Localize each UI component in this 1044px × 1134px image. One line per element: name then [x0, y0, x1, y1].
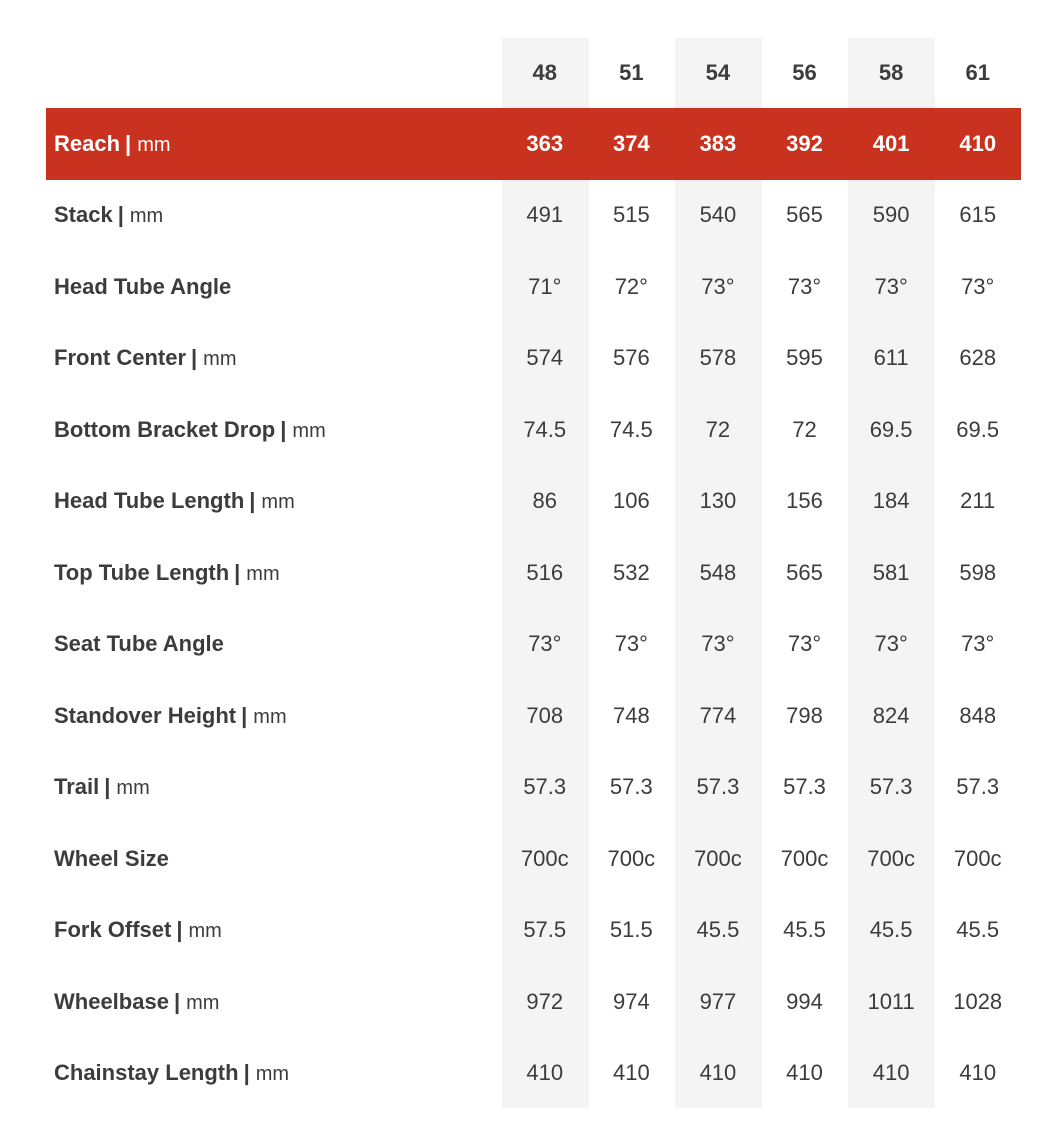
value-cell: 1028 — [953, 988, 1003, 1014]
value-cell: 994 — [786, 988, 823, 1014]
geometry-row — [46, 180, 1021, 252]
geometry-row — [46, 609, 1021, 681]
value-cell: 548 — [699, 559, 737, 585]
geometry-row — [46, 537, 1021, 609]
geometry-row — [46, 394, 1021, 466]
row-label-separator: | — [176, 917, 183, 943]
value-cell: 45.5 — [783, 917, 826, 943]
value-cell: 73° — [787, 273, 822, 299]
value-cell: 86 — [532, 488, 557, 514]
value-cell: 130 — [699, 488, 737, 514]
geometry-table — [46, 38, 1021, 1109]
row-label-separator: | — [191, 345, 198, 371]
row-values — [501, 917, 1021, 943]
value-cell: 748 — [612, 702, 650, 728]
value-cell: 73° — [528, 631, 562, 657]
value-cell: 708 — [526, 702, 564, 728]
row-values — [501, 345, 1021, 371]
row-label-name: Bottom Bracket Drop — [54, 416, 276, 442]
value-cell: 977 — [699, 988, 737, 1014]
value-cell: 57.3 — [869, 774, 913, 800]
geometry-row — [46, 680, 1021, 752]
geometry-row — [46, 752, 1021, 824]
row-label — [46, 345, 501, 371]
value-cell: 1011 — [867, 988, 915, 1014]
value-cell: 700c — [867, 845, 915, 871]
size-header: 58 — [878, 60, 904, 85]
value-cell: 74.5 — [523, 416, 567, 442]
row-label-name: Trail — [54, 774, 100, 800]
value-cell: 73° — [701, 273, 735, 299]
value-cell: 595 — [786, 345, 823, 371]
geometry-row — [46, 966, 1021, 1038]
value-cell: 57.3 — [696, 774, 740, 800]
row-label-unit: mm — [186, 991, 220, 1014]
value-cell: 73° — [961, 631, 995, 657]
value-cell: 72 — [705, 416, 731, 442]
row-label-unit: mm — [253, 705, 287, 728]
size-header: 56 — [792, 60, 817, 85]
value-cell: 392 — [786, 130, 823, 156]
row-label-unit: mm — [255, 1063, 290, 1086]
value-cell: 974 — [612, 988, 650, 1014]
row-label-name: Reach — [54, 130, 121, 156]
row-label-name: Wheel Size — [54, 845, 169, 871]
row-label-name: Wheelbase — [54, 988, 169, 1014]
geometry-rows — [46, 108, 1021, 1109]
row-label — [46, 1060, 501, 1086]
value-cell: 700c — [780, 845, 829, 871]
value-cell: 540 — [699, 202, 737, 228]
value-cell: 410 — [612, 1060, 650, 1086]
value-cell: 363 — [526, 130, 564, 156]
row-label-unit: mm — [203, 348, 237, 371]
value-cell: 700c — [520, 845, 569, 871]
value-cell: 581 — [872, 559, 910, 585]
value-cell: 73° — [874, 273, 908, 299]
row-values — [501, 1060, 1021, 1086]
value-cell: 700c — [607, 845, 656, 871]
row-label-separator: | — [280, 416, 287, 442]
value-cell: 410 — [526, 1060, 564, 1086]
size-header: 54 — [705, 60, 731, 85]
row-label-unit: mm — [292, 419, 326, 442]
row-label-unit: mm — [246, 562, 280, 585]
row-label — [46, 131, 501, 157]
value-cell: 848 — [959, 702, 997, 728]
value-cell: 74.5 — [609, 416, 653, 442]
value-cell: 57.3 — [783, 774, 826, 800]
value-cell: 515 — [612, 202, 650, 228]
geometry-row — [46, 823, 1021, 895]
value-cell: 57.3 — [523, 774, 567, 800]
geometry-row — [46, 1038, 1021, 1110]
row-label-separator: | — [104, 774, 111, 800]
size-header: 61 — [965, 60, 990, 85]
geometry-row — [46, 108, 1021, 180]
row-label-separator: | — [117, 202, 124, 228]
row-label-name: Head Tube Length — [54, 488, 245, 514]
value-cell: 565 — [786, 559, 823, 585]
row-label-name: Top Tube Length — [54, 559, 230, 585]
geometry-row — [46, 323, 1021, 395]
row-label-separator: | — [243, 1060, 250, 1086]
row-values — [501, 202, 1021, 228]
row-label — [46, 274, 501, 300]
value-cell: 73° — [701, 631, 735, 657]
row-label-unit: mm — [261, 491, 295, 514]
row-label-separator: | — [249, 488, 256, 514]
value-cell: 57.3 — [956, 774, 1000, 800]
value-cell: 611 — [873, 345, 909, 371]
row-label — [46, 417, 501, 443]
row-values — [501, 989, 1021, 1015]
value-cell: 410 — [786, 1060, 823, 1086]
row-label — [46, 488, 501, 514]
value-cell: 410 — [959, 1060, 997, 1086]
row-values — [501, 846, 1021, 872]
row-label — [46, 202, 501, 228]
row-label — [46, 703, 501, 729]
row-label-unit: mm — [188, 920, 222, 943]
geometry-row — [46, 466, 1021, 538]
value-cell: 798 — [786, 702, 823, 728]
row-label — [46, 917, 501, 943]
row-label-separator: | — [125, 130, 132, 156]
row-label-name: Standover Height — [54, 702, 237, 728]
value-cell: 615 — [959, 202, 997, 228]
row-label-unit: mm — [137, 133, 171, 156]
value-cell: 57.5 — [523, 917, 567, 943]
row-label-separator: | — [173, 988, 181, 1014]
value-cell: 972 — [526, 988, 564, 1014]
row-label-name: Front Center — [54, 345, 186, 371]
row-label — [46, 846, 501, 872]
value-cell: 491 — [526, 202, 564, 228]
row-values — [501, 131, 1021, 157]
value-cell: 374 — [612, 130, 650, 156]
row-label — [46, 631, 501, 657]
value-cell: 156 — [786, 488, 823, 514]
value-cell: 565 — [786, 202, 823, 228]
size-header-cells — [501, 60, 1021, 86]
value-cell: 576 — [612, 345, 650, 371]
value-cell: 578 — [699, 345, 737, 371]
geometry-row — [46, 895, 1021, 967]
value-cell: 211 — [960, 488, 996, 514]
row-label — [46, 560, 501, 586]
row-values — [501, 631, 1021, 657]
value-cell: 598 — [959, 559, 997, 585]
value-cell: 700c — [694, 845, 742, 871]
row-values — [501, 274, 1021, 300]
value-cell: 410 — [699, 1060, 737, 1086]
row-label-name: Seat Tube Angle — [54, 631, 224, 657]
value-cell: 72 — [792, 416, 817, 442]
row-label-separator: | — [241, 702, 248, 728]
value-cell: 700c — [953, 845, 1002, 871]
value-cell: 590 — [872, 202, 910, 228]
geometry-row — [46, 251, 1021, 323]
value-cell: 57.3 — [609, 774, 653, 800]
value-cell: 383 — [699, 130, 737, 156]
value-cell: 69.5 — [869, 416, 913, 442]
value-cell: 106 — [612, 488, 650, 514]
row-values — [501, 417, 1021, 443]
value-cell: 45.5 — [956, 917, 1000, 943]
value-cell: 410 — [872, 1060, 910, 1086]
row-label-name: Stack — [54, 202, 113, 228]
value-cell: 401 — [872, 130, 910, 156]
size-header: 51 — [619, 60, 644, 85]
value-cell: 73° — [614, 631, 648, 657]
row-label-name: Chainstay Length — [54, 1060, 239, 1086]
value-cell: 574 — [526, 345, 564, 371]
row-label-unit: mm — [116, 777, 150, 800]
row-values — [501, 488, 1021, 514]
row-label — [46, 989, 501, 1015]
row-values — [501, 703, 1021, 729]
value-cell: 73° — [961, 273, 995, 299]
value-cell: 516 — [526, 559, 564, 585]
size-header: 48 — [532, 60, 557, 85]
value-cell: 824 — [872, 702, 910, 728]
value-cell: 532 — [612, 559, 650, 585]
value-cell: 51.5 — [609, 917, 653, 943]
value-cell: 72° — [614, 273, 648, 299]
row-label-name: Head Tube Angle — [54, 273, 232, 299]
value-cell: 73° — [787, 631, 822, 657]
value-cell: 184 — [872, 488, 910, 514]
size-header-row — [46, 38, 1021, 108]
row-values — [501, 560, 1021, 586]
value-cell: 73° — [874, 631, 908, 657]
row-label-unit: mm — [129, 205, 164, 228]
value-cell: 45.5 — [869, 917, 913, 943]
row-label — [46, 774, 501, 800]
value-cell: 45.5 — [696, 917, 740, 943]
row-values — [501, 774, 1021, 800]
row-label-separator: | — [234, 559, 241, 585]
value-cell: 410 — [959, 130, 997, 156]
row-label-name: Fork Offset — [54, 917, 172, 943]
value-cell: 69.5 — [956, 416, 1000, 442]
value-cell: 628 — [959, 345, 997, 371]
value-cell: 71° — [528, 273, 562, 299]
value-cell: 774 — [699, 702, 737, 728]
